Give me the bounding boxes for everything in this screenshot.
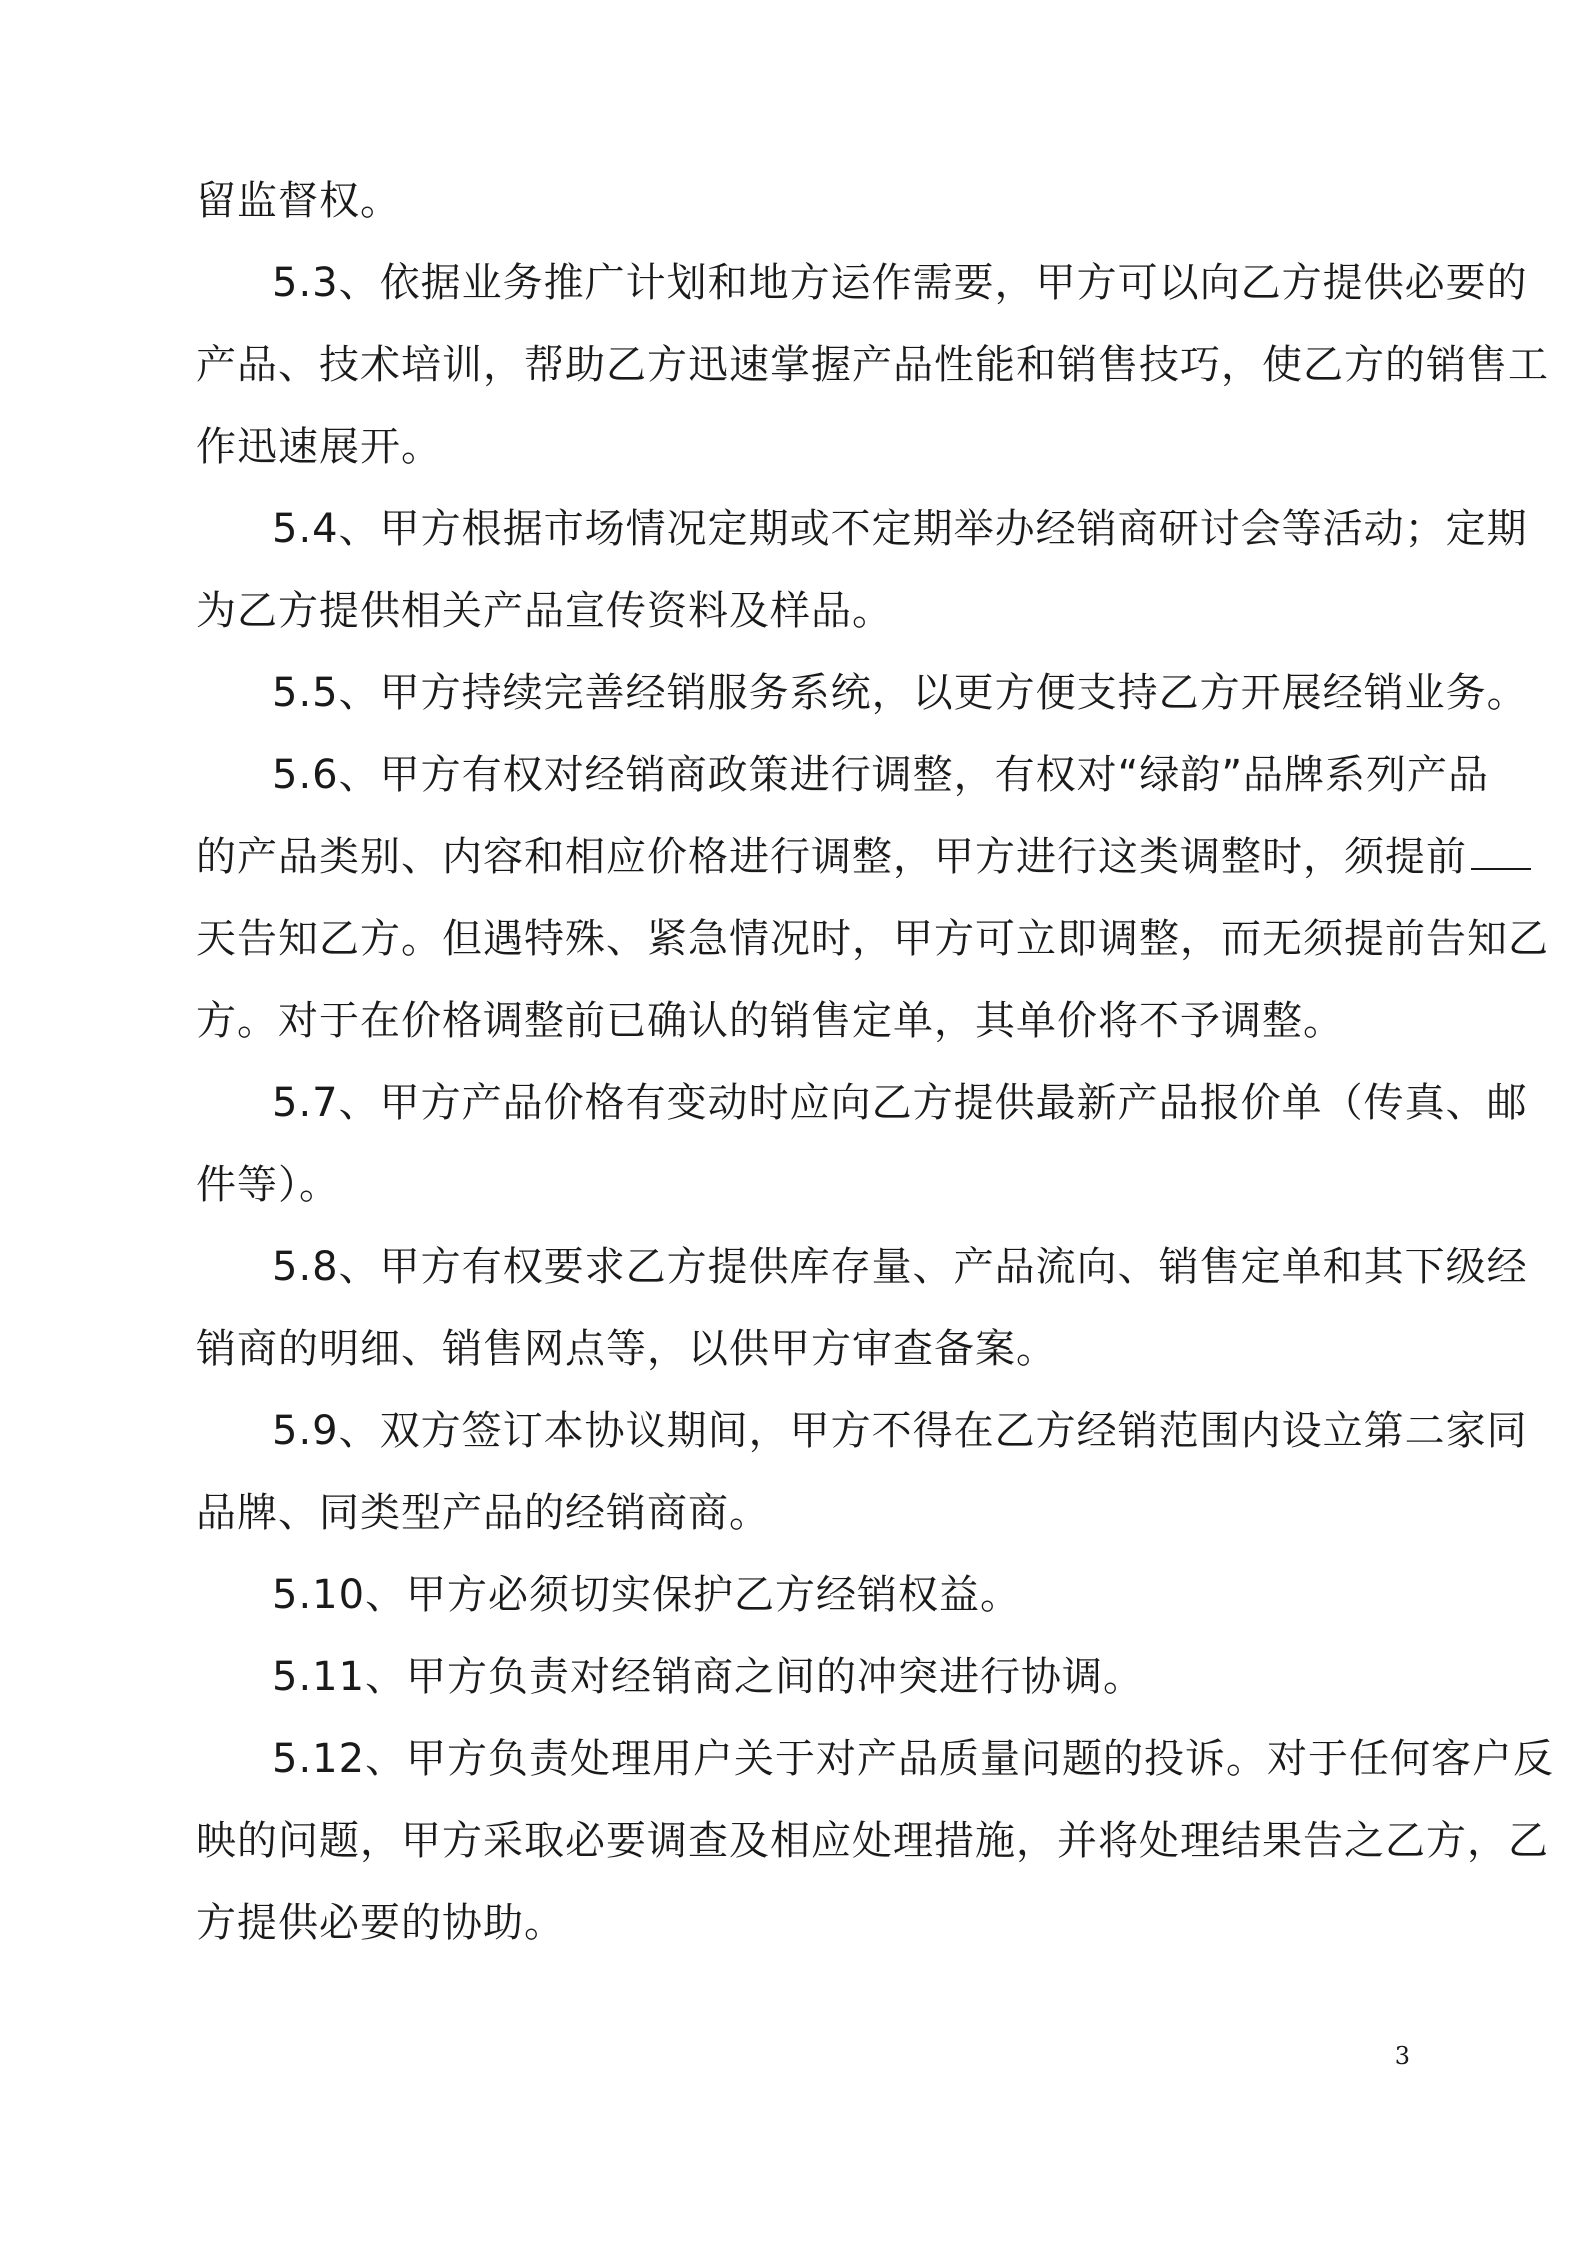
clause-5-7-line: 5.7、甲方产品价格有变动时应向乙方提供最新产品报价单（传真、邮 (272, 1080, 1528, 1126)
text-line: 方提供必要的协助。 (196, 1900, 565, 1946)
text-line: 为乙方提供相关产品宣传资料及样品。 (196, 588, 893, 634)
clause-5-12-line: 5.12、甲方负责处理用户关于对产品质量问题的投诉。对于任何客户反 (272, 1736, 1555, 1782)
clause-5-9-line: 5.9、双方签订本协议期间，甲方不得在乙方经销范围内设立第二家同 (272, 1408, 1528, 1454)
text-line: 天告知乙方。但遇特殊、紧急情况时，甲方可立即调整，而无须提前告知乙 (196, 916, 1549, 962)
clause-5-5-line: 5.5、甲方持续完善经销服务系统，以更方便支持乙方开展经销业务。 (272, 670, 1528, 716)
text-line: 方。对于在价格调整前已确认的销售定单，其单价将不予调整。 (196, 998, 1344, 1044)
clause-5-3-line: 5.3、依据业务推广计划和地方运作需要，甲方可以向乙方提供必要的 (272, 260, 1528, 306)
fill-in-blank[interactable] (1471, 838, 1531, 870)
text-line: 产品、技术培训，帮助乙方迅速掌握产品性能和销售技巧，使乙方的销售工 (196, 342, 1549, 388)
text-line: 销商的明细、销售网点等，以供甲方审查备案。 (196, 1326, 1057, 1372)
clause-5-10-line: 5.10、甲方必须切实保护乙方经销权益。 (272, 1572, 1022, 1618)
text-line: 品牌、同类型产品的经销商商。 (196, 1490, 770, 1536)
text-line: 映的问题，甲方采取必要调查及相应处理措施，并将处理结果告之乙方，乙 (196, 1818, 1549, 1864)
page-number: 3 (1394, 2042, 1410, 2070)
clause-5-4-line: 5.4、甲方根据市场情况定期或不定期举办经销商研讨会等活动；定期 (272, 506, 1528, 552)
document-body (196, 160, 1555, 1964)
text-line: 的产品类别、内容和相应价格进行调整，甲方进行这类调整时，须提前 (196, 816, 1410, 898)
text-line: 作迅速展开。 (196, 424, 442, 470)
clause-5-11-line: 5.11、甲方负责对经销商之间的冲突进行协调。 (272, 1654, 1145, 1700)
clause-5-8-line: 5.8、甲方有权要求乙方提供库存量、产品流向、销售定单和其下级经 (272, 1244, 1528, 1290)
clause-5-6-line: 5.6、甲方有权对经销商政策进行调整，有权对“绿韵”品牌系列产品 (272, 752, 1490, 798)
text-line: 件等）。 (196, 1162, 340, 1208)
text-line: 留监督权。 (196, 178, 401, 224)
